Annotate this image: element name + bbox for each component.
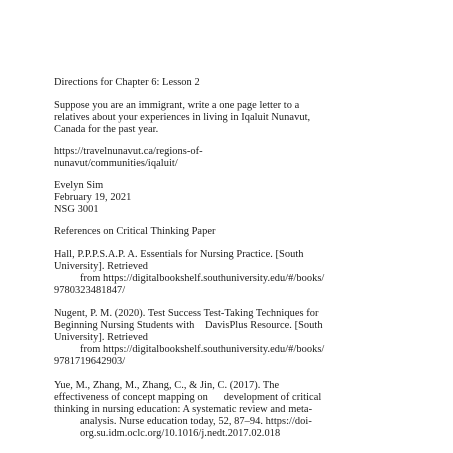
url-line-1: https://travelnunavut.ca/regions-of- bbox=[54, 146, 203, 157]
page-heading: Directions for Chapter 6: Lesson 2 bbox=[54, 77, 200, 88]
reference-3-line-2: effectiveness of concept mapping on development of critical bbox=[54, 392, 322, 403]
reference-3-indented-2: org.su.idm.oclc.org/10.1016/j.nedt.2017.02.018 bbox=[80, 428, 281, 439]
reference-1-tail: 9780323481847/ bbox=[54, 285, 126, 296]
reference-1-indented: from https://digitalbookshelf.southuniversity.edu/#/books/ bbox=[80, 273, 325, 284]
prompt-line-2: relatives about your experiences in living in Iqaluit Nunavut, bbox=[54, 112, 311, 123]
reference-3-line-1: Yue, M., Zhang, M., Zhang, C., & Jin, C. (2017). The bbox=[54, 380, 280, 391]
course-code: NSG 3001 bbox=[54, 204, 99, 215]
reference-2-indented: from https://digitalbookshelf.southuniversity.edu/#/books/ bbox=[80, 344, 325, 355]
reference-1-line-2: University]. Retrieved bbox=[54, 261, 149, 272]
prompt-line-3: Canada for the past year. bbox=[54, 124, 159, 135]
reference-2-line-2: Beginning Nursing Students with DavisPlus Resource. [South bbox=[54, 320, 323, 331]
author-name: Evelyn Sim bbox=[54, 180, 104, 191]
reference-3-indented-1: analysis. Nurse education today, 52, 87–94. https://doi- bbox=[80, 416, 312, 427]
reference-3-line-3: thinking in nursing education: A systematic review and meta- bbox=[54, 404, 313, 415]
author-date: February 19, 2021 bbox=[54, 192, 132, 203]
reference-2-line-1: Nugent, P. M. (2020). Test Success Test-Taking Techniques for bbox=[54, 308, 319, 319]
prompt-line-1: Suppose you are an immigrant, write a one page letter to a bbox=[54, 100, 300, 111]
reference-1-line-1: Hall, P.P.P.S.A.P. A. Essentials for Nursing Practice. [South bbox=[54, 249, 304, 260]
references-title: References on Critical Thinking Paper bbox=[54, 226, 216, 237]
url-line-2: nunavut/communities/iqaluit/ bbox=[54, 158, 178, 169]
reference-2-tail: 9781719642903/ bbox=[54, 356, 126, 367]
reference-2-line-3: University]. Retrieved bbox=[54, 332, 149, 343]
